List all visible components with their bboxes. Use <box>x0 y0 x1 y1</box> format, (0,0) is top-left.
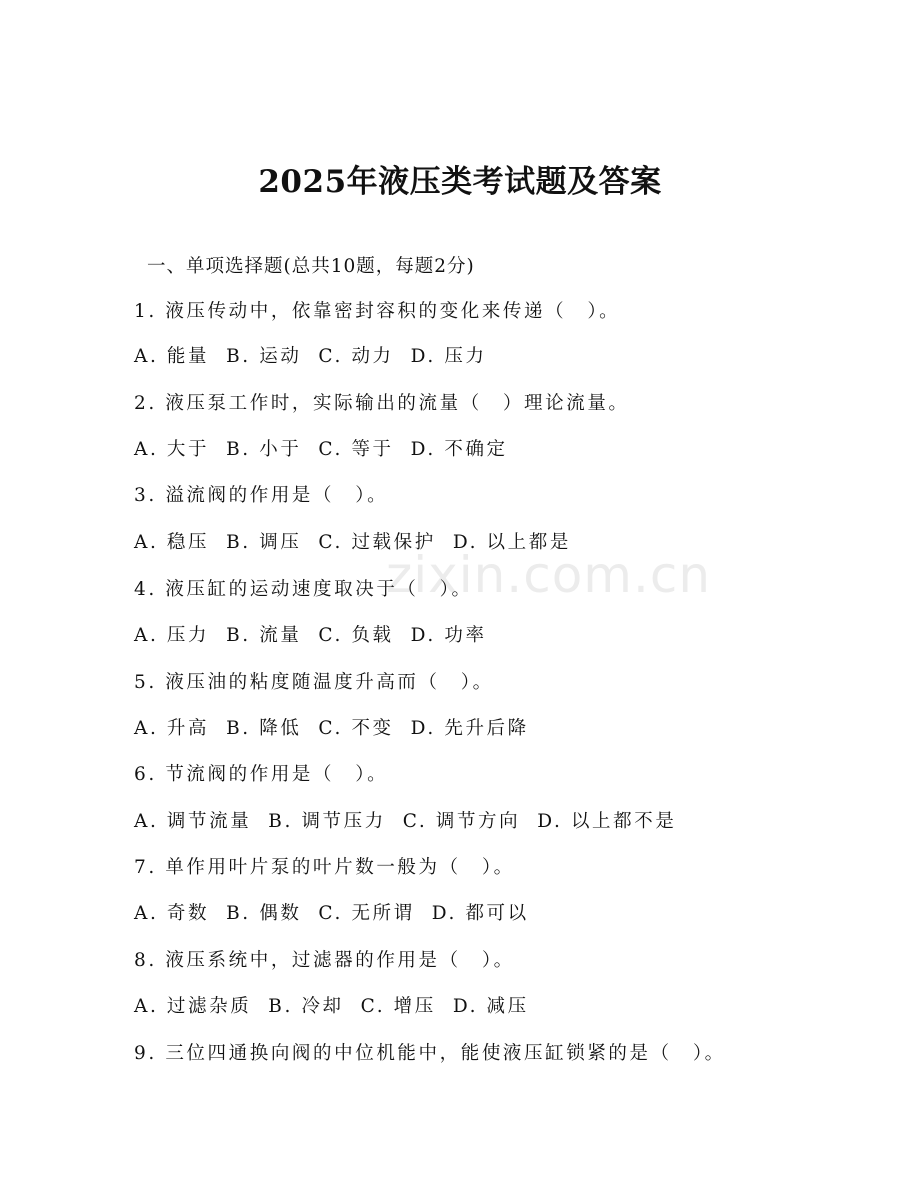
options-1: A. 能量 B. 运动 C. 动力 D. 压力 <box>134 346 487 367</box>
question-9: 9. 三位四通换向阀的中位机能中，能使液压缸锁紧的是（ ）。 <box>134 1043 726 1064</box>
options-5: A. 升高 B. 降低 C. 不变 D. 先升后降 <box>134 718 529 739</box>
question-8: 8. 液压系统中，过滤器的作用是（ ）。 <box>134 950 515 971</box>
question-5: 5. 液压油的粘度随温度升高而（ ）。 <box>134 672 494 693</box>
options-6: A. 调节流量 B. 调节压力 C. 调节方向 D. 以上都不是 <box>134 811 677 832</box>
page-title: 2025年液压类考试题及答案 <box>258 164 662 200</box>
question-4: 4. 液压缸的运动速度取决于（ ）。 <box>134 579 473 600</box>
question-1: 1. 液压传动中，依靠密封容积的变化来传递（ ）。 <box>134 301 621 322</box>
options-4: A. 压力 B. 流量 C. 负载 D. 功率 <box>134 625 487 646</box>
watermark: zixin.com.cn <box>386 546 712 604</box>
question-2: 2. 液压泵工作时，实际输出的流量（ ）理论流量。 <box>134 393 630 414</box>
question-3: 3. 溢流阀的作用是（ ）。 <box>134 485 389 506</box>
options-8: A. 过滤杂质 B. 冷却 C. 增压 D. 减压 <box>134 996 529 1017</box>
section-heading: 一、单项选择题(总共10题，每题2分) <box>147 256 475 277</box>
options-2: A. 大于 B. 小于 C. 等于 D. 不确定 <box>134 439 508 460</box>
options-3: A. 稳压 B. 调压 C. 过载保护 D. 以上都是 <box>134 532 571 553</box>
question-6: 6. 节流阀的作用是（ ）。 <box>134 764 389 785</box>
question-7: 7. 单作用叶片泵的叶片数一般为（ ）。 <box>134 857 515 878</box>
options-7: A. 奇数 B. 偶数 C. 无所谓 D. 都可以 <box>134 903 529 924</box>
